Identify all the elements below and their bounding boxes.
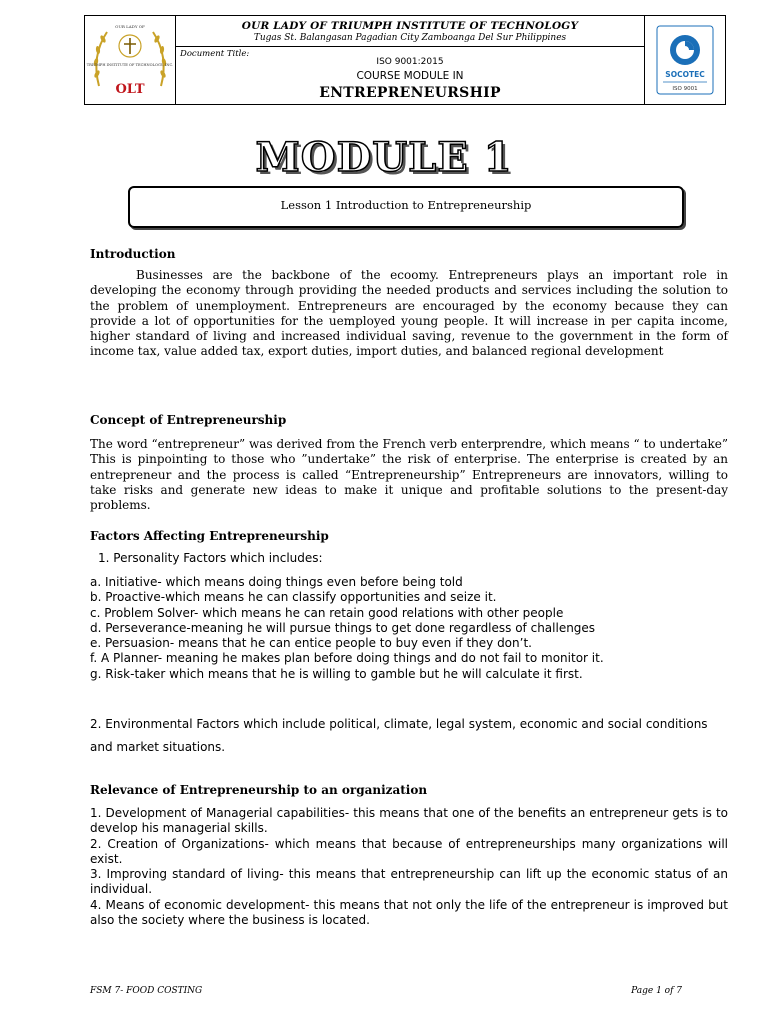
list-item: c. Problem Solver- which means he can retain good relations with other people [90, 605, 564, 620]
footer-course: FSM 7- FOOD COSTING [90, 986, 203, 996]
document-header [84, 15, 726, 105]
list-item: a. Initiative- which means doing things even before being told [90, 575, 463, 589]
list-item: 1. Development of Managerial capabilities- this means that one of the benefits an entrepreneur gets is to develop his managerial skills. [90, 806, 728, 836]
module-title: MODULE 1 [255, 134, 513, 181]
socotec-certification-icon [645, 16, 725, 104]
concept-heading: Concept of Entrepreneurship [90, 413, 287, 427]
personality-factors-title: 1. Personality Factors which includes: [98, 551, 323, 565]
list-item: f. A Planner- meaning he makes plan before doing things and do not fail to monitor it. [90, 651, 604, 666]
introduction-body: Businesses are the backbone of the ecoomy. Entrepreneurs plays an important role in developing the economy through providing the needed products and services including the solution to the problem of unemployment. Entrepreneurs are encouraged by the economy because they can provide a lot of opportunities for the uemployed young people. It will increase in per capita income, higher standard of living and increased individual saving, revenue to the government in the form of income tax, value added tax, export duties, import duties, and balanced regional development [90, 268, 728, 359]
list-item: 2. Creation of Organizations- which means that because of entrepreneurships many organizations will exist. [90, 836, 728, 866]
list-item: d. Perseverance-meaning he will pursue things to get done regardless of challenges [90, 620, 596, 635]
personality-factors-list [90, 575, 728, 682]
header-divider [176, 46, 644, 47]
logo-text-bottom: OLT [115, 82, 145, 97]
list-item: e. Persuasion- means that he can entice people to buy even if they don’t. [90, 636, 532, 651]
school-address: Tugas St. Balangasan Pagadian City Zamboanga Del Sur Philippines [253, 33, 567, 43]
lesson-title: Lesson 1 Introduction to Entrepreneurship [280, 198, 532, 212]
school-logo-cell [85, 16, 176, 104]
header-title-block [176, 16, 644, 104]
school-seal-icon [85, 16, 175, 104]
course-module-label: COURSE MODULE IN [356, 70, 464, 82]
list-item: g. Risk-taker which means that he is willing to gamble but he will calculate it first. [90, 666, 583, 681]
introduction-heading: Introduction [90, 247, 176, 261]
factors-heading: Factors Affecting Entrepreneurship [90, 529, 329, 543]
subject-title: ENTREPRENEURSHIP [319, 85, 501, 101]
relevance-heading: Relevance of Entrepreneurship to an organization [90, 783, 428, 797]
iso-standard: ISO 9001:2015 [376, 57, 444, 67]
footer-page-number: Page 1 of 7 [631, 986, 682, 996]
logo-text-mid: TRIUMPH INSTITUTE OF TECHNOLOGY, INC. [86, 63, 174, 67]
school-name: OUR LADY OF TRIUMPH INSTITUTE OF TECHNOLOGY [241, 20, 579, 32]
certification-logo-cell [644, 16, 725, 104]
cert-brand: SOCOTEC [665, 70, 705, 79]
list-item: b. Proactive-which means he can classify opportunities and seize it. [90, 590, 497, 605]
lesson-title-box [128, 186, 684, 228]
document-title-label: Document Title: [180, 49, 250, 59]
concept-body: The word “entrepreneur” was derived from the French verb enterprendre, which means “ to undertake” This is pinpointing to those who ”undertake” the risk of enterprise. The enterprise is created by an entrepreneur and the process is called “Entrepreneurship” Entrepreneurs are innovators, willing to take risks and generate new ideas to make it unique and profitable solutions to the present-day problems. [90, 437, 728, 513]
list-item: 4. Means of economic development- this means that not only the life of the entrepreneur is improved but also the society where the business is located. [90, 897, 728, 928]
cert-iso-label: ISO 9001 [672, 86, 698, 92]
list-item: 3. Improving standard of living- this means that entrepreneurship can lift up the economic status of an individual. [90, 867, 728, 897]
logo-text-top: OUR LADY OF [115, 24, 145, 29]
relevance-list [90, 806, 728, 928]
environmental-factors: 2. Environmental Factors which include political, climate, legal system, economic and social conditions and market situations. [90, 717, 708, 754]
